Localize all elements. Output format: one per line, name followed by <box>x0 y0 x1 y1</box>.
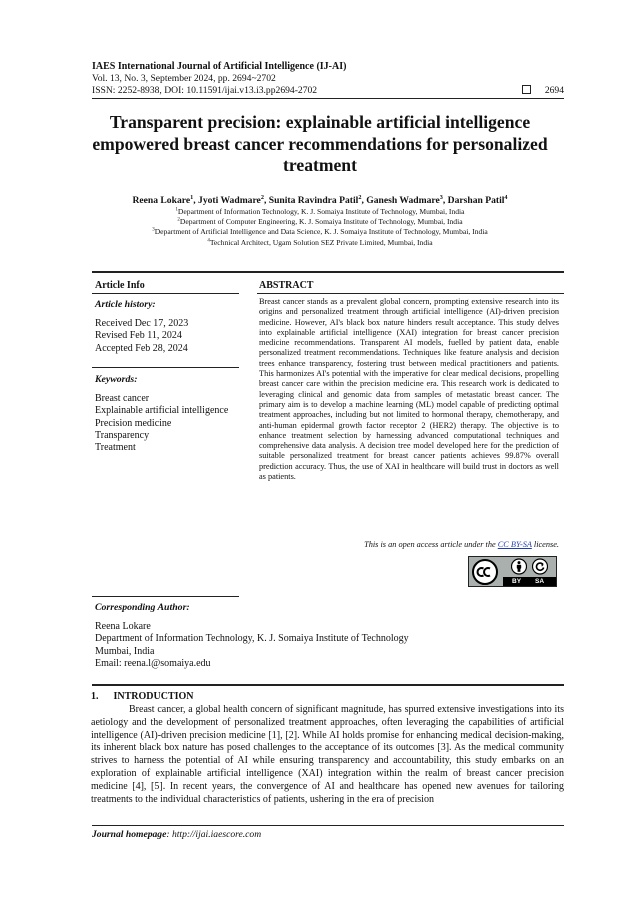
creative-commons-icon <box>472 559 498 585</box>
keywords-list <box>95 393 228 454</box>
keyword-item: Precision medicine <box>95 417 172 429</box>
history-heading: Article history: <box>95 299 156 310</box>
journal-name: IAES International Journal of Artificial Intelligence (IJ-AI) <box>92 61 347 72</box>
abstract-rule <box>257 293 564 294</box>
journal-homepage <box>92 829 261 840</box>
homepage-label: Journal homepage <box>92 829 167 840</box>
abstract-heading: ABSTRACT <box>259 280 314 291</box>
title-line: Transparent precision: explainable artificial intelligence <box>109 112 531 132</box>
article-info-heading: Article Info <box>95 280 145 291</box>
license-label-bar <box>503 577 556 586</box>
abstract-text: Breast cancer stands as a prevalent global concern, prompting extensive research into its origins and personalized treatment through artificial intelligence (AI)-driven precision medicine. However, AI's black box nature hinders result acceptance. This study delves into explainable artificial intelligence (XAI) integration for breast cancer precision medicine recommendations. Transparent AI models, fuelled by patient data, enable personalized treatment recommendations. Techniques like feature analysis and decision trees enhance transparency, fostering trust between medical practitioners and patients. This harmonizes AI's potential with the imperative for clear medical decisions, propelling breast cancer care within the precision medicine era. This research work is dedicated to leveraging clinical and genomic data from samples of metastatic breast cancer. The primary aim is to develop a machine learning (ML) model capable of predicting optimal treatment approaches, including but not limited to hormonal therapy, chemotherapy, and anti-human epidermal growth factor receptor 2 (HER2) therapy. The objective is to enhance treatment selection by harnessing advanced computational techniques and comprehensive data analysis. A decision tree model developed here for the prediction of suitable personalized treatment for breast cancer patients achieves 99.87% overall prediction accuracy. Thus, the use of XAI in healthcare will build trust in doctors as well as patients. <box>259 297 559 482</box>
cc-license-badge[interactable] <box>468 556 557 587</box>
info-rule <box>92 293 239 294</box>
author-department: Department of Information Technology, K. J. Somaiya Institute of Technology <box>95 633 409 645</box>
author-name: Sunita Ravindra Patil <box>268 195 359 206</box>
page-indicator <box>522 85 564 97</box>
author-list: Reena Lokare$^1$, Jyoti Wadmare$^2$, Sunita Ravindra Patil$^2$, Ganesh Wadmare$^3$, Darshan Patil$^4$ <box>132 193 508 206</box>
author-name: Jyoti Wadmare <box>198 195 261 206</box>
issn-line: ISSN: 2252-8938, DOI: 10.11591/ijai.v13.i3.pp2694-2702 <box>92 85 318 96</box>
affiliation: $^3$Department of Artificial Intelligence and Data Science, K. J. Somaiya Institute of Technology, Mumbai, India <box>152 227 488 237</box>
open-access-statement: This is an open access article under the CC BY-SA license. <box>364 540 559 549</box>
author-name: Ganesh Wadmare <box>366 195 440 206</box>
keywords-heading: Keywords: <box>95 374 138 385</box>
info-bottom-rule <box>92 684 564 686</box>
author-sup: 4 <box>504 193 508 201</box>
title-line: empowered breast cancer recommendations for personalized <box>92 133 548 154</box>
corresponding-author-heading: Corresponding Author: <box>95 602 190 613</box>
page-number: 2694 <box>544 85 564 96</box>
affiliation: $^1$Department of Information Technology, K. J. Somaiya Institute of Technology, Mumbai, India <box>175 207 465 216</box>
author-sup: 1 <box>190 193 194 201</box>
history-accepted: Accepted Feb 28, 2024 <box>95 342 188 354</box>
introduction-heading: 1. INTRODUCTION <box>91 691 194 702</box>
author-sup: 3 <box>439 193 443 201</box>
author-name: Darshan Patil <box>447 195 505 206</box>
history-revised: Revised Feb 11, 2024 <box>95 330 182 342</box>
author-name: Reena Lokare <box>132 195 191 206</box>
attribution-icon <box>511 558 527 575</box>
title-line: treatment <box>283 155 357 175</box>
license-link[interactable]: CC BY-SA <box>497 540 532 549</box>
license-by-label: BY <box>512 578 522 585</box>
share-alike-icon <box>532 558 548 575</box>
keyword-item: Explainable artificial intelligence <box>95 405 229 417</box>
history-received: Received Dec 17, 2023 <box>95 318 189 329</box>
author-email[interactable]: Email: reena.l@somaiya.edu <box>95 658 211 670</box>
header-rule <box>92 98 564 99</box>
volume-line: Vol. 13, No. 3, September 2024, pp. 2694~2702 <box>92 73 276 84</box>
keyword-item: Treatment <box>95 442 136 454</box>
license-sa-label: SA <box>535 578 545 585</box>
journal-header <box>92 61 564 97</box>
affiliations <box>60 207 580 248</box>
author-sup: 2 <box>260 193 264 201</box>
author-sup: 2 <box>358 193 362 201</box>
history-rule <box>92 367 239 368</box>
paper-title <box>80 112 560 177</box>
footer-rule <box>92 825 564 826</box>
history-list <box>95 318 188 355</box>
author-name: Reena Lokare <box>95 621 151 632</box>
introduction-text: Breast cancer, a global health concern of significant magnitude, has spurred extensive investigations into its aetiology and the development of personalized treatment approaches, often leveraging the capabilities of artificial intelligence (AI)-driven precision medicine [1], [2]. While AI holds promise for enhancing medical decision-making, its inherent black box nature has posed challenges to the acceptance of its outcomes [3]. As the medical community strives to harness the potential of AI while ensuring transparency and accountability, this study embarks on an exploration of explainable artificial intelligence (XAI) integration within the realm of breast cancer precision medicine [4], [5]. In recent years, the convergence of AI and healthcare has opened new avenues for tailoring treatments to the individual characteristics of patients, ushering in the era of precision <box>91 704 564 805</box>
homepage-url[interactable]: : http://ijai.iaescore.com <box>166 829 262 840</box>
corresponding-author <box>95 621 565 671</box>
keyword-item: Breast cancer <box>95 393 150 404</box>
author-rule <box>92 596 239 597</box>
affiliation: $^4$Technical Architect, Ugam Solution SEZ Private Limited, Mumbai, India <box>207 237 433 247</box>
square-icon <box>522 85 531 94</box>
author-city: Mumbai, India <box>95 645 155 657</box>
keyword-item: Transparency <box>95 429 150 441</box>
info-top-rule <box>92 271 564 273</box>
affiliation: $^2$Department of Computer Engineering, K. J. Somaiya Institute of Technology, Mumbai, India <box>177 217 463 227</box>
